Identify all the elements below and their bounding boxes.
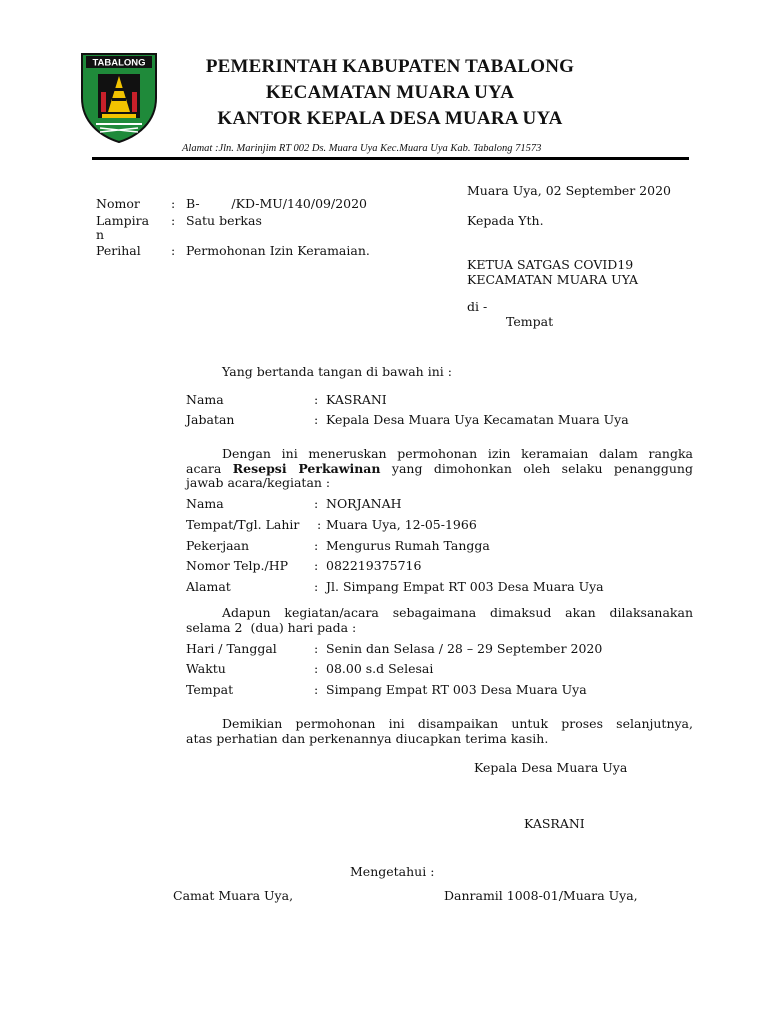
para2-line-3: jawab acara/kegiatan : — [186, 475, 331, 490]
applicant-job-value: Mengurus Rumah Tangga — [326, 538, 490, 553]
kop-line-3: KANTOR KEPALA DESA MUARA UYA — [217, 108, 563, 129]
event-date-colon: : — [314, 641, 319, 656]
event-time-colon: : — [314, 661, 319, 676]
lampiran-label: Lampira — [96, 213, 150, 228]
intro-text: Yang bertanda tangan di bawah ini : — [222, 364, 452, 379]
danramil-signature-title: Danramil 1008-01/Muara Uya, — [444, 888, 638, 903]
para2-pre: acara — [186, 461, 222, 476]
event-type-bold: Resepsi Perkawinan — [232, 461, 381, 476]
signer-name-value: KASRANI — [326, 392, 387, 407]
applicant-name-label: Nama — [186, 496, 224, 511]
applicant-name-value: NORJANAH — [326, 496, 402, 511]
applicant-birth-value: Muara Uya, 12-05-1966 — [326, 517, 477, 532]
para3-line-1: Adapun kegiatan/acara sebagaimana dimaksud akan dilaksanakan — [222, 605, 693, 620]
recipient-line-2: KECAMATAN MUARA UYA — [467, 272, 639, 287]
recipient-tempat: Tempat — [506, 314, 554, 329]
para3-line-2: selama 2 (dua) hari pada : — [186, 620, 357, 635]
applicant-address-label: Alamat — [186, 579, 231, 594]
perihal-colon: : — [171, 243, 176, 258]
lampiran-label-wrap: n — [96, 227, 105, 242]
signer-position-value: Kepala Desa Muara Uya Kecamatan Muara Uya — [326, 412, 629, 427]
signer-name-colon: : — [314, 392, 319, 407]
nomor-value: B- /KD-MU/140/09/2020 — [186, 196, 367, 211]
signer-position-label: Jabatan — [186, 412, 235, 427]
signer-name-label: Nama — [186, 392, 224, 407]
event-time-label: Waktu — [186, 661, 226, 676]
kop-line-2: KECAMATAN MUARA UYA — [265, 82, 515, 103]
applicant-job-colon: : — [314, 538, 319, 553]
applicant-address-colon: : — [314, 579, 319, 594]
closing-line-1: Demikian permohonan ini disampaikan untuk proses selanjutnya, — [222, 716, 693, 731]
applicant-phone-colon: : — [314, 558, 319, 573]
letter-date: Muara Uya, 02 September 2020 — [467, 183, 671, 198]
recipient-di: di - — [467, 299, 488, 314]
applicant-phone-label: Nomor Telp./HP — [186, 558, 289, 573]
para2-line-2 — [186, 461, 693, 476]
applicant-address-value: Jl. Simpang Empat RT 003 Desa Muara Uya — [326, 579, 604, 594]
signature-title: Kepala Desa Muara Uya — [474, 760, 628, 775]
camat-signature-title: Camat Muara Uya, — [173, 888, 294, 903]
event-date-value: Senin dan Selasa / 28 – 29 September 2020 — [326, 641, 603, 656]
kop-address: Alamat :Jln. Marinjim RT 002 Ds. Muara Uya Kec.Muara Uya Kab. Tabalong 71573 — [182, 143, 542, 154]
applicant-name-colon: : — [314, 496, 319, 511]
event-place-value: Simpang Empat RT 003 Desa Muara Uya — [326, 682, 587, 697]
event-date-label: Hari / Tanggal — [186, 641, 277, 656]
signature-name: KASRANI — [524, 816, 585, 831]
event-place-colon: : — [314, 682, 319, 697]
lampiran-colon: : — [171, 213, 176, 228]
recipient-kepada: Kepada Yth. — [467, 213, 544, 228]
applicant-birth-colon: : — [317, 517, 322, 532]
applicant-phone-value: 082219375716 — [326, 558, 422, 573]
perihal-value: Permohonan Izin Keramaian. — [186, 243, 370, 258]
para2-line-1: Dengan ini meneruskan permohonan izin keramaian dalam rangka — [222, 446, 693, 461]
svg-text:TABALONG: TABALONG — [92, 57, 146, 69]
nomor-colon: : — [171, 196, 176, 211]
event-time-value: 08.00 s.d Selesai — [326, 661, 434, 676]
event-place-label: Tempat — [186, 682, 234, 697]
applicant-birth-label: Tempat/Tgl. Lahir — [186, 517, 300, 532]
mengetahui-label: Mengetahui : — [350, 864, 435, 879]
kop-line-1: PEMERINTAH KABUPATEN TABALONG — [205, 56, 575, 77]
applicant-job-label: Pekerjaan — [186, 538, 250, 553]
header-divider — [92, 157, 689, 160]
closing-line-2: atas perhatian dan perkenannya diucapkan terima kasih. — [186, 731, 549, 746]
nomor-label: Nomor — [96, 196, 140, 211]
perihal-label: Perihal — [96, 243, 141, 258]
regency-logo — [80, 52, 158, 144]
signer-position-colon: : — [314, 412, 319, 427]
recipient-line-1: KETUA SATGAS COVID19 — [467, 257, 634, 272]
para2-post: yang dimohonkan oleh selaku penanggung — [391, 461, 693, 476]
lampiran-value: Satu berkas — [186, 213, 262, 228]
